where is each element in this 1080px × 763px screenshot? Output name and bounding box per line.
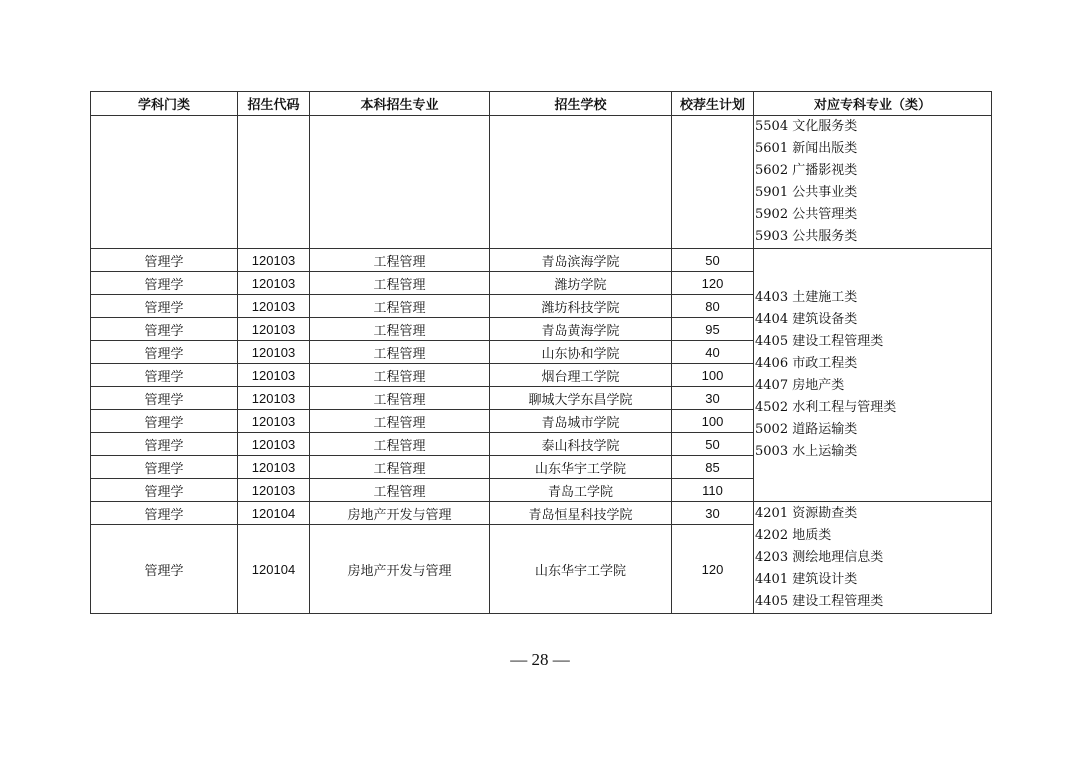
mapped-major-item: 4405 建设工程管理类 [755, 334, 884, 349]
header-major: 本科招生专业 [310, 92, 490, 116]
code-cell: 120103 [238, 318, 310, 341]
code-cell: 120103 [238, 295, 310, 318]
mapped-major-item: 4401 建筑设计类 [755, 571, 858, 587]
category-cell: 管理学 [91, 479, 238, 502]
plan-cell: 40 [672, 341, 754, 364]
plan-cell: 80 [672, 295, 754, 318]
plan-cell: 50 [672, 433, 754, 456]
plan-cell: 100 [672, 410, 754, 433]
header-plan: 校荐生计划 [672, 92, 754, 116]
code-cell: 120103 [238, 456, 310, 479]
empty-cell [238, 116, 310, 249]
empty-cell [490, 116, 672, 249]
mapped-major-item: 4405 建设工程管理类 [755, 593, 884, 609]
major-cell: 工程管理 [310, 341, 490, 364]
mapped-major-item: 5504 文化服务类 [755, 119, 858, 134]
plan-cell: 30 [672, 387, 754, 410]
category-cell: 管理学 [91, 502, 238, 525]
school-cell: 青岛黄海学院 [490, 318, 672, 341]
school-cell: 青岛滨海学院 [490, 249, 672, 272]
mapped-major-item: 4202 地质类 [755, 527, 832, 543]
empty-cell [310, 116, 490, 249]
mapped-major-item: 4201 资源勘查类 [755, 505, 858, 521]
mapped-major-item: 4502 水利工程与管理类 [755, 400, 897, 415]
category-cell: 管理学 [91, 318, 238, 341]
school-cell: 山东华宇工学院 [490, 456, 672, 479]
plan-cell: 110 [672, 479, 754, 502]
table-row [91, 502, 992, 525]
major-cell: 工程管理 [310, 433, 490, 456]
plan-cell: 50 [672, 249, 754, 272]
code-cell: 120103 [238, 410, 310, 433]
code-cell: 120103 [238, 479, 310, 502]
major-cell: 工程管理 [310, 272, 490, 295]
school-cell: 山东协和学院 [490, 341, 672, 364]
table-header-row [91, 92, 992, 116]
code-cell: 120103 [238, 341, 310, 364]
category-cell: 管理学 [91, 387, 238, 410]
school-cell: 泰山科技学院 [490, 433, 672, 456]
code-cell: 120103 [238, 364, 310, 387]
school-cell: 聊城大学东昌学院 [490, 387, 672, 410]
code-cell: 120104 [238, 502, 310, 525]
category-cell: 管理学 [91, 410, 238, 433]
table-row [91, 249, 992, 272]
plan-cell: 85 [672, 456, 754, 479]
major-cell: 工程管理 [310, 410, 490, 433]
mapped-majors-engineering-management [754, 249, 992, 502]
major-cell: 工程管理 [310, 318, 490, 341]
category-cell: 管理学 [91, 364, 238, 387]
major-cell: 房地产开发与管理 [310, 502, 490, 525]
school-cell: 潍坊科技学院 [490, 295, 672, 318]
mapped-majors-real-estate [754, 502, 992, 614]
mapped-major-item: 4203 测绘地理信息类 [755, 549, 884, 565]
category-cell: 管理学 [91, 525, 238, 614]
plan-cell: 100 [672, 364, 754, 387]
major-cell: 工程管理 [310, 364, 490, 387]
mapped-major-item: 5901 公共事业类 [755, 185, 858, 200]
school-cell: 潍坊学院 [490, 272, 672, 295]
school-cell: 山东华宇工学院 [490, 525, 672, 614]
mapped-major-item: 4406 市政工程类 [755, 356, 858, 371]
school-cell: 青岛工学院 [490, 479, 672, 502]
code-cell: 120103 [238, 249, 310, 272]
code-cell: 120103 [238, 272, 310, 295]
category-cell: 管理学 [91, 433, 238, 456]
page-number: — 28 — [510, 650, 570, 669]
major-cell: 房地产开发与管理 [310, 525, 490, 614]
major-cell: 工程管理 [310, 295, 490, 318]
plan-cell: 120 [672, 272, 754, 295]
plan-cell: 120 [672, 525, 754, 614]
empty-cell [672, 116, 754, 249]
mapped-major-item: 5602 广播影视类 [755, 163, 858, 178]
school-cell: 青岛恒星科技学院 [490, 502, 672, 525]
empty-cell [91, 116, 238, 249]
school-cell: 烟台理工学院 [490, 364, 672, 387]
major-cell: 工程管理 [310, 249, 490, 272]
mapped-major-item: 4407 房地产类 [755, 378, 845, 393]
header-school: 招生学校 [490, 92, 672, 116]
plan-cell: 95 [672, 318, 754, 341]
mapped-major-item: 5902 公共管理类 [755, 207, 858, 222]
mapped-majors-continuation [754, 116, 992, 249]
major-cell: 工程管理 [310, 479, 490, 502]
mapped-major-item: 5903 公共服务类 [755, 229, 858, 244]
major-cell: 工程管理 [310, 456, 490, 479]
header-code: 招生代码 [238, 92, 310, 116]
category-cell: 管理学 [91, 249, 238, 272]
mapped-major-item: 5003 水上运输类 [755, 444, 858, 459]
continuation-row [91, 116, 992, 249]
header-category: 学科门类 [91, 92, 238, 116]
code-cell: 120104 [238, 525, 310, 614]
mapped-major-item: 4403 土建施工类 [755, 290, 858, 305]
mapped-major-item: 5002 道路运输类 [755, 422, 858, 437]
category-cell: 管理学 [91, 272, 238, 295]
header-mapped-majors: 对应专科专业（类） [754, 92, 992, 116]
school-cell: 青岛城市学院 [490, 410, 672, 433]
code-cell: 120103 [238, 433, 310, 456]
category-cell: 管理学 [91, 456, 238, 479]
mapped-major-item: 5601 新闻出版类 [755, 141, 858, 156]
mapped-major-item: 4404 建筑设备类 [755, 312, 858, 327]
major-cell: 工程管理 [310, 387, 490, 410]
category-cell: 管理学 [91, 341, 238, 364]
plan-cell: 30 [672, 502, 754, 525]
code-cell: 120103 [238, 387, 310, 410]
enrollment-table [90, 91, 992, 614]
category-cell: 管理学 [91, 295, 238, 318]
